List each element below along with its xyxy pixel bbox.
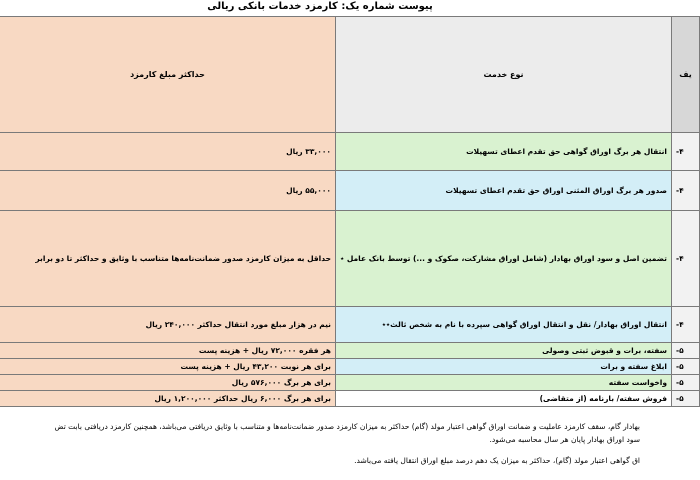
row-code: -۴ [672,133,700,171]
row-code: -۵ [672,343,700,359]
row-fee: برای هر برگ ۶,۰۰۰ ریال حداکثر ۱,۲۰۰,۰۰۰ ریال [0,391,336,407]
table-row [0,307,700,343]
row-code: -۵ [672,375,700,391]
table-header-row [0,17,700,133]
header-code: یف [672,17,700,133]
table-row [0,391,700,407]
row-code: -۵ [672,391,700,407]
header-max-fee: حداکثر مبلغ کارمزد [0,17,336,133]
table-row [0,375,700,391]
row-service-type: ابلاغ سفته و برات [336,359,672,375]
row-fee: برای هر برگ ۵۷۶,۰۰۰ ریال [0,375,336,391]
row-fee: برای هر نوبت ۴۳,۲۰۰ ریال + هزینه پست [0,359,336,375]
row-code: -۵ [672,359,700,375]
row-service-type: تضمین اصل و سود اوراق بهادار (شامل اوراق مشارکت، صکوک و ...) توسط بانک عامل ٭ [336,211,672,307]
page-title: پیوست شماره یک: کارمزد خدمات بانکی ریالی [207,1,433,12]
footnotes [0,420,640,467]
header-service-type: نوع خدمت [336,17,672,133]
row-fee: ۵۵,۰۰۰ ریال [0,171,336,211]
footnote: اق گواهی اعتبار مولد (گام)، حداکثر به میزان یک دهم درصد مبلغ اوراق انتقال یافته می‌باشد. [354,456,640,465]
table-row [0,133,700,171]
table-row [0,171,700,211]
row-fee: حداقل به میزان کارمزد صدور ضمانت‌نامه‌ها متناسب با وثایق و حداکثر تا دو برابر [0,211,336,307]
row-service-type: واخواست سفته [336,375,672,391]
table-row [0,211,700,307]
row-fee: نیم در هزار مبلغ مورد انتقال حداکثر ۲۴۰,۰۰۰ ریال [0,307,336,343]
row-fee: هر فقره ۷۲,۰۰۰ ریال + هزینه پست [0,343,336,359]
row-service-type: انتقال اوراق بهادار/ نقل و انتقال اوراق گواهی سپرده با نام به شخص ثالث٭٭ [336,307,672,343]
row-service-type: صدور هر برگ اوراق المثنی اوراق حق تقدم اعطای تسهیلات [336,171,672,211]
table-row [0,359,700,375]
row-service-type: فروش سفته/ بارنامه (از متقاضی) [336,391,672,407]
row-code: -۴ [672,171,700,211]
table-row [0,343,700,359]
footnote: سود اوراق بهادار پایان هر سال محاسبه می‌شود. [489,435,640,444]
row-fee: ۳۳,۰۰۰ ریال [0,133,336,171]
row-service-type: سفته، برات و قبوض ثبتی وصولی [336,343,672,359]
footnote: بهادار گام، سقف کارمزد عاملیت و ضمانت اوراق گواهی اعتبار مولد (گام) حداکثر به میزان کارمزد صدور ضمانت‌نامه‌ها و متناسب با وثایق دریافتی می‌باشد، همچنین کارمزد دریافتی بابت تض [54,422,640,431]
row-service-type: انتقال هر برگ اوراق گواهی حق تقدم اعطای تسهیلات [336,133,672,171]
row-code: -۴ [672,211,700,307]
fee-table [0,16,700,407]
row-code: -۴ [672,307,700,343]
